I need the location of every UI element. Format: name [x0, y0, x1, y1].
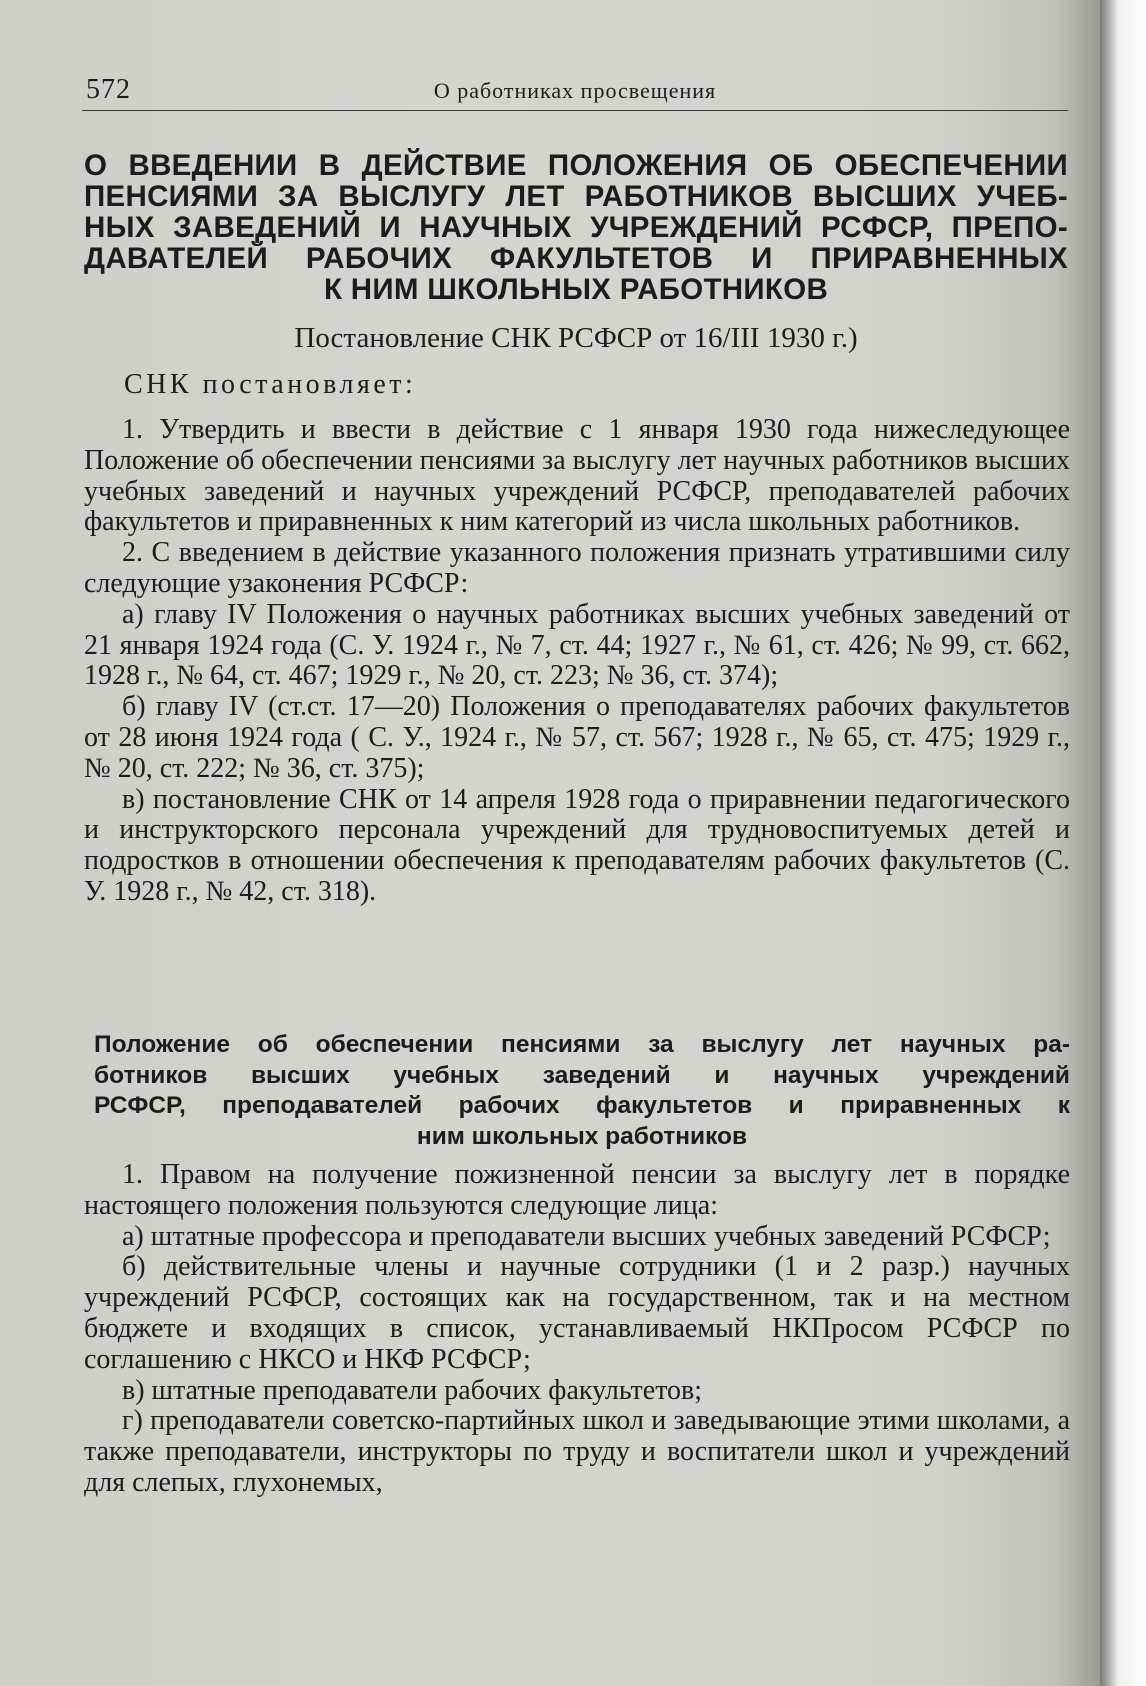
regulation-title [94, 1030, 1070, 1152]
decree-source: Постановление СНК РСФСР от 16/III 1930 г.) [294, 322, 858, 354]
running-title: О работниках просвещения [433, 78, 717, 103]
regulation-title-line: ботников высших учебных заведений и научных учреждений [94, 1061, 1070, 1089]
decree-title-line: О ВВЕДЕНИИ В ДЕЙСТВИЕ ПОЛОЖЕНИЯ ОБ ОБЕСПЕЧЕНИИ [84, 149, 1068, 182]
regulation-body [84, 1160, 1070, 1499]
page-number: 572 [86, 74, 131, 105]
decree-title-line: НЫХ ЗАВЕДЕНИЙ И НАУЧНЫХ УЧРЕЖДЕНИЙ РСФСР, ПРЕПО- [84, 211, 1068, 244]
decree-paragraph: а) главу IV Положения о научных работниках высших учебных заведений от 21 января 1924 года (С. У. 1924 г., № 7, ст. 44; 1927 г., № 61, ст. 426; № 99, ст. 662, 1928 г., № 64, ст. 467; 1929 г., № 20, ст. 223; № 36, ст. 374); [84, 598, 1070, 692]
decree-paragraph: 2. С введением в действие указанного положения признать утратившими силу следующие узаконения РСФСР: [84, 537, 1070, 599]
decree-paragraph: б) главу IV (ст.ст. 17—20) Положения о преподавателях рабочих факультетов от 28 июня 1924 года ( С. У., 1924 г., № 57, ст. 567; 1928 г., № 65, ст. 475; 1929 г., № 20, ст. 222; № 36, ст. 375); [84, 691, 1070, 784]
regulation-paragraph: б) действительные члены и научные сотрудники (1 и 2 разр.) научных учреждений РСФСР, состоящих как на государственном, так и на местном бюджете и входящих в список, устанавливаемый НКПросом РСФСР по соглашению с НКСО и НКФ РСФСР; [84, 1251, 1070, 1375]
regulation-paragraph: а) штатные профессора и преподаватели высших учебных заведений РСФСР; [122, 1220, 1051, 1252]
book-spine-edge [1100, 0, 1146, 1686]
decree-title-line: К НИМ ШКОЛЬНЫХ РАБОТНИКОВ [323, 273, 829, 306]
regulation-title-line: Положение об обеспечении пенсиями за выслугу лет научных ра- [94, 1031, 1070, 1058]
regulation-title-line: ним школьных работников [416, 1122, 748, 1150]
regulation-paragraph: в) штатные преподаватели рабочих факультетов; [122, 1374, 703, 1406]
decree-paragraph: в) постановление СНК от 14 апреля 1928 года о приравнении педагогического и инструкторского персонала учреждений для трудновоспитуемых детей и подростков в отношении обеспечения к преподавателям рабочих факультетов (С. У. 1928 г., № 42, ст. 318). [84, 783, 1070, 907]
decree-title-line: ДАВАТЕЛЕЙ РАБОЧИХ ФАКУЛЬТЕТОВ И ПРИРАВНЕННЫХ [84, 242, 1068, 275]
regulation-paragraph: 1. Правом на получение пожизненной пенсии за выслугу лет в порядке настоящего положения пользуются следующие лица: [84, 1159, 1070, 1221]
decree-preamble: СНК постановляет: [124, 369, 417, 400]
decree-title-line: ПЕНСИЯМИ ЗА ВЫСЛУГУ ЛЕТ РАБОТНИКОВ ВЫСШИХ УЧЕБ- [84, 180, 1068, 213]
regulation-paragraph: г) преподаватели советско-партийных школ и заведывающие этими школами, а также преподаватели, инструкторы по труду и воспитатели школ и учреждений для слепых, глухонемых, [84, 1405, 1070, 1498]
decree-paragraph: 1. Утвердить и ввести в действие с 1 января 1930 года нижеследующее Положение об обеспечении пенсиями за выслугу лет научных работников высших учебных заведений и научных учреждений РСФСР, преподавателей рабочих факультетов и приравненных к ним категорий из числа школьных работников. [84, 414, 1071, 538]
running-header [82, 70, 1068, 111]
decree-title [84, 150, 1068, 305]
regulation-title-line: РСФСР, преподавателей рабочих факультетов и приравненных к [94, 1092, 1070, 1119]
decree-body [84, 415, 1070, 908]
